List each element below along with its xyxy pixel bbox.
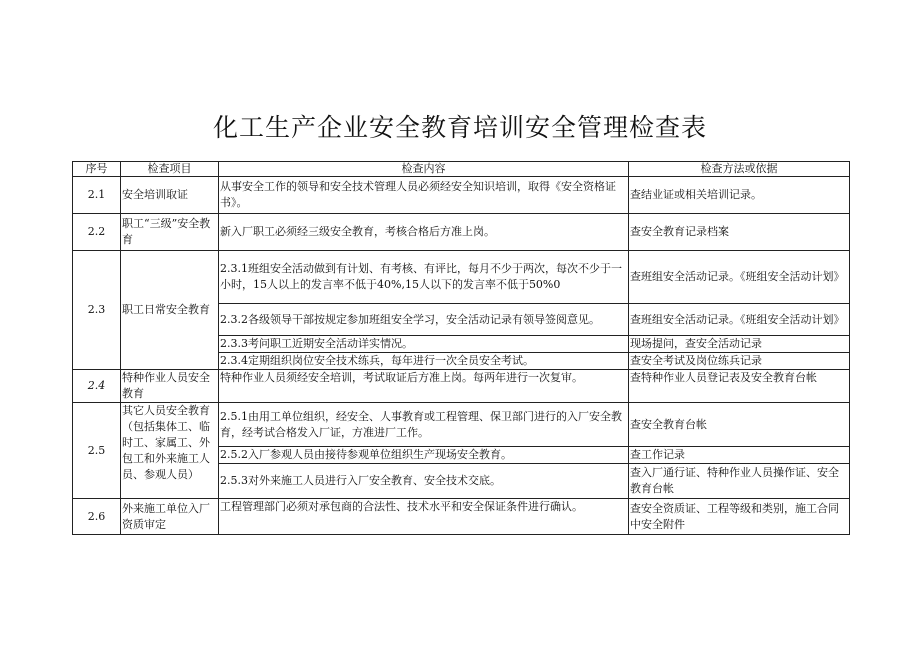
table-row [73, 403, 850, 447]
row-content: 2.3.2各级领导干部按规定参加班组安全学习，安全活动记录有领导签阅意见。 [219, 304, 629, 336]
row-method: 查班组安全活动记录。《班组安全活动计划》 [629, 304, 850, 336]
row-no: 2.1 [73, 177, 121, 214]
row-content: 2.5.3对外来施工人员进行入厂安全教育、安全技术交底。 [219, 464, 629, 499]
row-content: 2.3.3考问职工近期安全活动详实情况。 [219, 336, 629, 353]
row-method: 查工作记录 [629, 447, 850, 464]
row-method: 查特种作业人员登记表及安全教育台帐 [629, 370, 850, 403]
row-no: 2.5 [73, 403, 121, 499]
row-no: 2.2 [73, 214, 121, 251]
row-method: 查入厂通行证、特种作业人员操作证、安全教育台帐 [629, 464, 850, 499]
row-item: 职工日常安全教育 [121, 251, 219, 370]
table-row [73, 370, 850, 403]
header-item: 检查项目 [121, 162, 219, 177]
header-content: 检查内容 [219, 162, 629, 177]
row-item: 外来施工单位入厂资质审定 [121, 499, 219, 535]
row-item: 特种作业人员安全教育 [121, 370, 219, 403]
header-method: 检查方法或依据 [629, 162, 850, 177]
row-content: 从事安全工作的领导和安全技术管理人员必须经安全知识培训，取得《安全资格证书》。 [219, 177, 629, 214]
table-row [73, 499, 850, 535]
inspection-table [72, 161, 850, 535]
row-no: 2.4 [73, 370, 121, 403]
row-content: 新入厂职工必须经三级安全教育，考核合格后方准上岗。 [219, 214, 629, 251]
row-content: 2.3.1班组安全活动做到有计划、有考核、有评比，每月不少于两次，每次不少于一小时，15人以上的发言率不低于40%,15人以下的发言率不低于50%0 [219, 251, 629, 304]
row-method: 查班组安全活动记录。《班组安全活动计划》 [629, 251, 850, 304]
row-content: 特种作业人员须经安全培训，考试取证后方准上岗。每两年进行一次复审。 [219, 370, 629, 403]
row-method: 查安全资质证、工程等级和类别，施工合同中安全附件 [629, 499, 850, 535]
table-row [73, 177, 850, 214]
row-item: 职工“三级”安全教育 [121, 214, 219, 251]
row-no: 2.3 [73, 251, 121, 370]
table-row [73, 214, 850, 251]
row-item: 安全培训取证 [121, 177, 219, 214]
row-no: 2.6 [73, 499, 121, 535]
row-content: 2.5.1由用工单位组织，经安全、人事教育或工程管理、保卫部门进行的入厂安全教育，经考试合格发入厂证，方准进厂工作。 [219, 403, 629, 447]
row-item: 其它人员安全教育（包括集体工、临时工、家属工、外包工和外来施工人员、参观人员） [121, 403, 219, 499]
row-content: 工程管理部门必须对承包商的合法性、技术水平和安全保证条件进行确认。 [219, 499, 629, 535]
header-no: 序号 [73, 162, 121, 177]
row-method: 查安全考试及岗位练兵记录 [629, 353, 850, 370]
row-content: 2.3.4定期组织岗位安全技术练兵，每年进行一次全员安全考试。 [219, 353, 629, 370]
table-row [73, 251, 850, 304]
row-method: 查结业证或相关培训记录。 [629, 177, 850, 214]
page-title: 化工生产企业安全教育培训安全管理检查表 [212, 113, 707, 142]
row-content: 2.5.2入厂参观人员由接待参观单位组织生产现场安全教育。 [219, 447, 629, 464]
row-method: 现场提问，查安全活动记录 [629, 336, 850, 353]
table-header-row [73, 162, 850, 177]
row-method: 查安全教育台帐 [629, 403, 850, 447]
row-method: 查安全教育记录档案 [629, 214, 850, 251]
